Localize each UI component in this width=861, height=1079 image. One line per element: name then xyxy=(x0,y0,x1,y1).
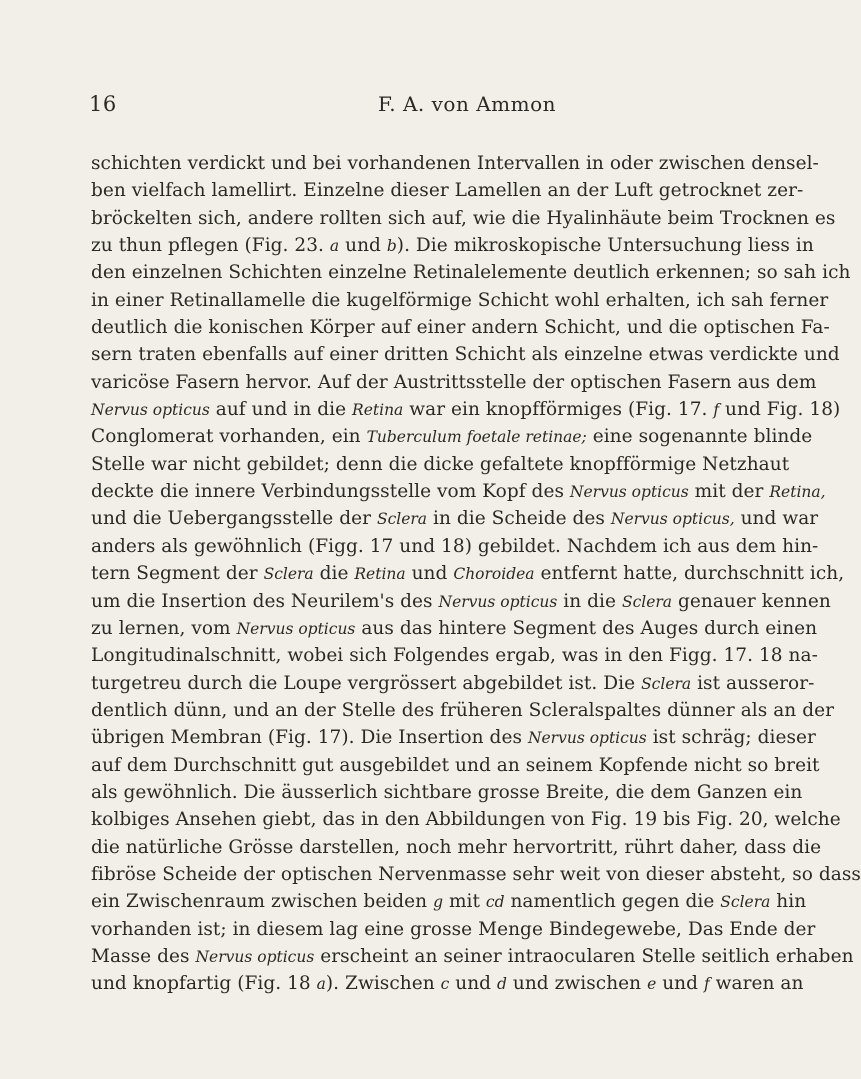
text-run: ist schräg; dieser xyxy=(646,727,816,749)
text-run: anders als gewöhnlich (Figg. 17 und 18) gebildet. Nachdem ich aus dem hin- xyxy=(91,535,819,557)
text-line xyxy=(91,369,817,396)
text-line xyxy=(91,834,822,861)
text-run: mit der xyxy=(688,481,770,503)
italic-term: Nervus opticus xyxy=(236,619,356,638)
text-run: fibröse Scheide der optischen Nervenmasse sehr weit von dieser absteht, so dass xyxy=(91,863,861,885)
text-run: kolbiges Ansehen giebt, das in den Abbildungen von Fig. 19 bis Fig. 20, welche xyxy=(91,809,841,831)
text-run: dentlich dünn, und an der Stelle des früheren Scleralspaltes dünner als an der xyxy=(91,699,834,721)
text-line xyxy=(91,287,829,314)
text-line xyxy=(91,970,804,997)
italic-term: e xyxy=(647,975,657,994)
text-line xyxy=(91,259,851,286)
italic-term: Sclera xyxy=(641,674,692,693)
text-run: den einzelnen Schichten einzelne Retinalelemente deutlich erkennen; so sah ich xyxy=(91,262,851,284)
text-run: eine sogenannte blinde xyxy=(586,426,813,448)
text-run: genauer kennen xyxy=(672,590,831,612)
body-text xyxy=(91,150,861,998)
italic-term: f xyxy=(713,401,720,420)
text-run: varicöse Fasern hervor. Auf der Austrittsstelle der optischen Fasern aus dem xyxy=(91,371,817,393)
text-line xyxy=(91,861,861,888)
text-line xyxy=(91,642,818,669)
text-run: zu lernen, vom xyxy=(91,617,237,639)
text-run: turgetreu durch die Loupe vergrössert abgebildet ist. Die xyxy=(91,672,642,694)
text-line xyxy=(91,670,815,697)
text-line xyxy=(91,423,813,450)
italic-term: d xyxy=(496,975,507,994)
text-run: in die xyxy=(557,590,622,612)
text-run: in die Scheide des xyxy=(427,508,611,530)
italic-term: Nervus opticus xyxy=(195,947,315,966)
italic-term: c xyxy=(440,975,450,994)
text-run: zu thun pflegen (Fig. 23. xyxy=(91,235,330,257)
italic-term: Sclera xyxy=(720,893,771,912)
italic-term: Tuberculum foetale retinae; xyxy=(366,428,587,447)
italic-term: Choroidea xyxy=(453,565,535,584)
text-run: ). Die mikroskopische Untersuchung liess in xyxy=(396,235,814,257)
text-run: und xyxy=(449,973,497,995)
text-line xyxy=(91,314,830,341)
text-run: tern Segment der xyxy=(91,563,264,585)
text-run: und Fig. 18) xyxy=(719,399,841,421)
italic-term: f xyxy=(703,975,710,994)
text-line xyxy=(91,588,831,615)
text-line xyxy=(91,177,804,204)
text-run: als gewöhnlich. Die äusserlich sichtbare grosse Breite, die dem Ganzen ein xyxy=(91,781,803,803)
text-run: und war xyxy=(734,508,819,530)
italic-term: Nervus opticus, xyxy=(610,510,735,529)
text-line xyxy=(91,232,814,259)
text-line xyxy=(91,779,803,806)
italic-term: Sclera xyxy=(376,510,428,529)
text-run: bröckelten sich, andere rollten sich auf, wie die Hyalinhäute beim Trocknen es xyxy=(91,207,836,229)
text-run: erscheint an seiner intraocularen Stelle seitlich erhaben xyxy=(314,945,854,967)
text-line xyxy=(91,533,819,560)
text-run: in einer Retinallamelle die kugelförmige Schicht wohl erhalten, ich sah ferner xyxy=(91,289,829,311)
text-run: und zwischen xyxy=(506,973,648,995)
text-run: ben vielfach lamellirt. Einzelne dieser Lamellen an der Luft getrocknet zer- xyxy=(91,180,804,202)
italic-term: Retina xyxy=(354,565,406,584)
text-run: auf und in die xyxy=(209,399,353,421)
text-line xyxy=(91,697,834,724)
text-line xyxy=(91,615,818,642)
text-line xyxy=(91,205,836,232)
italic-term: Sclera xyxy=(621,592,673,611)
text-run: vorhanden ist; in diesem lag eine grosse Menge Bindegewebe, Das Ende der xyxy=(91,918,816,940)
text-run: sern traten ebenfalls auf einer dritten Schicht als einzelne etwas verdickte und xyxy=(91,344,840,366)
text-run: und xyxy=(339,235,387,257)
text-run: und die Uebergangsstelle der xyxy=(91,508,377,530)
text-line xyxy=(91,943,854,970)
text-line xyxy=(91,396,841,423)
text-run: Conglomerat vorhanden, ein xyxy=(91,426,367,448)
text-run: und xyxy=(405,563,454,585)
italic-term: Nervus opticus xyxy=(527,729,647,748)
text-run: auf dem Durchschnitt gut ausgebildet und an seinem Kopfende nicht so breit xyxy=(91,754,820,776)
italic-term: Nervus opticus xyxy=(569,483,689,502)
text-run: und knopfartig (Fig. 18 xyxy=(91,973,317,995)
text-run: ). Zwischen xyxy=(325,973,441,995)
text-run: hin xyxy=(770,891,807,913)
italic-term: Retina xyxy=(352,401,404,420)
text-line xyxy=(91,505,819,532)
text-line xyxy=(91,752,820,779)
page-number: 16 xyxy=(89,92,117,116)
italic-term: a xyxy=(329,237,340,256)
text-run: namentlich gegen die xyxy=(504,891,721,913)
text-run: mit xyxy=(443,891,486,913)
text-run: entfernt hatte, durchschnitt ich, xyxy=(534,563,845,585)
text-run: und xyxy=(656,973,704,995)
text-line xyxy=(91,806,841,833)
text-run: die natürliche Grösse darstellen, noch mehr hervortritt, rührt daher, dass die xyxy=(91,836,822,858)
running-head: F. A. von Ammon xyxy=(378,92,557,116)
italic-term: Nervus opticus xyxy=(438,592,558,611)
text-run: aus das hintere Segment des Auges durch einen xyxy=(355,617,818,639)
text-run: Masse des xyxy=(91,945,196,967)
italic-term: g xyxy=(433,893,444,912)
italic-term: a xyxy=(316,975,326,994)
italic-term: Sclera xyxy=(263,565,314,584)
text-run: die xyxy=(313,563,355,585)
italic-term: b xyxy=(386,237,397,256)
text-run: ein Zwischenraum zwischen beiden xyxy=(91,891,434,913)
text-line xyxy=(91,724,816,751)
text-line xyxy=(91,560,845,587)
text-run: deutlich die konischen Körper auf einer andern Schicht, und die optischen Fa- xyxy=(91,317,830,339)
text-run: waren an xyxy=(709,973,804,995)
text-line xyxy=(91,478,826,505)
italic-term: Nervus opticus xyxy=(91,401,210,420)
text-run: war ein knopfförmiges (Fig. 17. xyxy=(403,399,714,421)
text-run: Longitudinalschnitt, wobei sich Folgendes ergab, was in den Figg. 17. 18 na- xyxy=(91,645,818,667)
page-header xyxy=(0,92,801,122)
text-run: schichten verdickt und bei vorhandenen Intervallen in oder zwischen densel- xyxy=(91,153,819,174)
text-run: ist ausseror- xyxy=(691,672,815,694)
text-line xyxy=(91,341,840,368)
text-line xyxy=(91,451,790,478)
italic-term: Retina, xyxy=(769,483,826,502)
italic-term: cd xyxy=(485,893,505,912)
text-line xyxy=(91,888,807,915)
text-run: deckte die innere Verbindungsstelle vom Kopf des xyxy=(91,481,570,503)
text-line xyxy=(91,916,816,943)
text-run: um die Insertion des Neurilem's des xyxy=(91,590,439,612)
text-run: Stelle war nicht gebildet; denn die dicke gefaltete knopfförmige Netzhaut xyxy=(91,453,790,475)
text-line xyxy=(91,150,819,177)
text-run: übrigen Membran (Fig. 17). Die Insertion des xyxy=(91,727,528,749)
